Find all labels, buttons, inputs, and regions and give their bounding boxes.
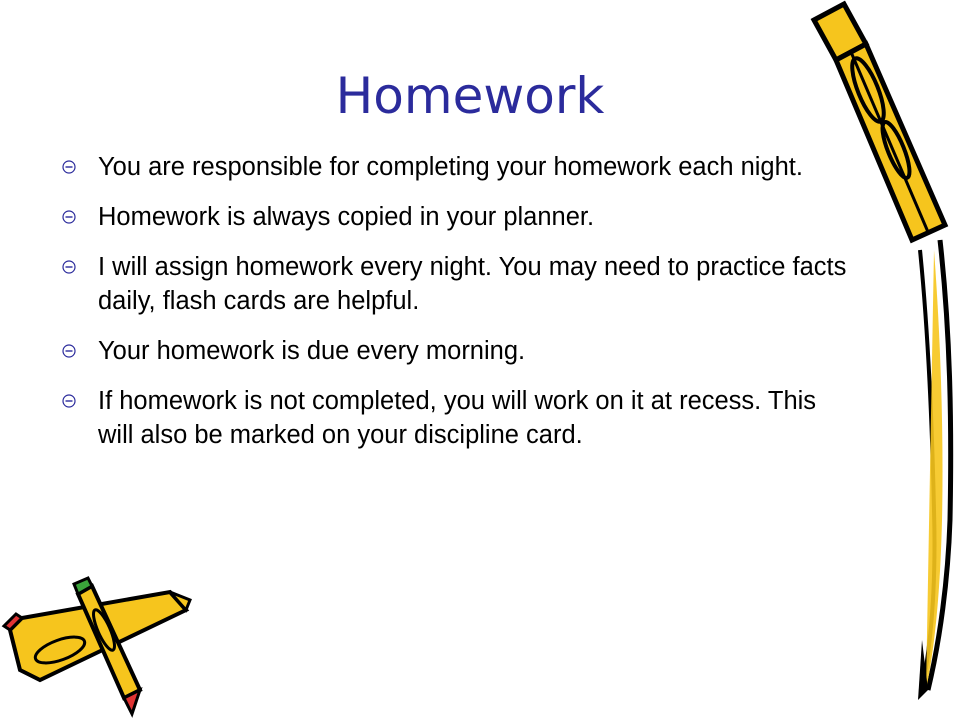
bullet-item — [62, 384, 852, 452]
bullet-text: Your homework is due every morning. — [98, 337, 526, 365]
circle-minus-icon — [62, 210, 76, 224]
circle-minus-icon — [62, 344, 76, 358]
circle-minus-icon — [62, 160, 76, 174]
bullet-item — [62, 200, 852, 234]
bullet-item — [62, 150, 852, 184]
pencil-icon — [800, 0, 960, 720]
bullet-text: Homework is always copied in your planner. — [98, 203, 595, 231]
circle-minus-icon — [62, 394, 76, 408]
bullet-text: If homework is not completed, you will work on it at recess. This will also be marked on your discipline card. — [98, 387, 817, 449]
bullet-item — [62, 250, 852, 318]
slide-title: Homework — [335, 67, 605, 125]
bullet-list — [62, 150, 852, 468]
bullet-text: You are responsible for completing your homework each night. — [98, 153, 803, 181]
circle-minus-icon — [62, 260, 76, 274]
crossed-pencils-icon — [0, 570, 200, 720]
bullet-text: I will assign homework every night. You may need to practice facts daily, flash cards are helpful. — [98, 253, 847, 315]
bullet-item — [62, 334, 852, 368]
